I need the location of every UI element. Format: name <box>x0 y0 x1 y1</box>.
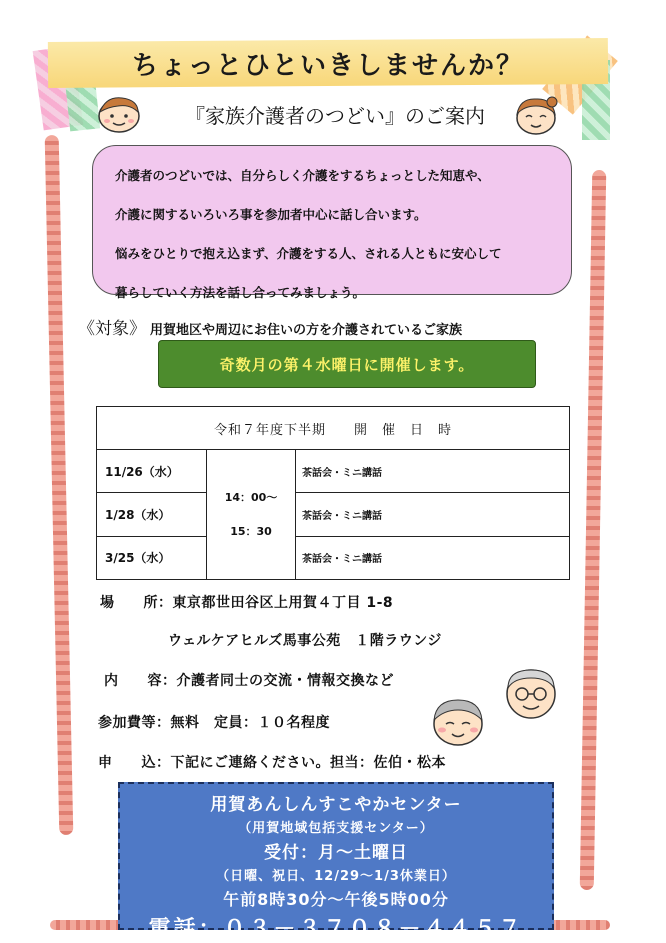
fee-label: 参加費等： <box>98 715 171 731</box>
target-text: 用賀地区や周辺にお住いの方を介護されているご家族 <box>150 323 463 338</box>
apply-row <box>98 752 446 772</box>
table-row <box>97 493 570 536</box>
phone-number: 電話：０３－３７０８－４４５７ <box>148 917 524 942</box>
schedule-date: 3/25（水） <box>97 536 207 579</box>
place-building: ウェルケアヒルズ馬事公苑 １階ラウンジ <box>168 633 442 649</box>
holidays-note: （日曜、祝日、12/29～1/3休業日） <box>216 869 456 884</box>
subtitle: 『家族介護者のつどい』のご案内 <box>185 104 485 128</box>
contact-box <box>118 782 554 942</box>
intro-line-2: 介護に関するいろいろ事を参加者中心に話し合います。 <box>115 207 427 222</box>
schedule-note: 茶話会・ミニ講話 <box>296 536 570 579</box>
schedule-table <box>96 406 570 580</box>
intro-line-4: 暮らしていく方法を話し合ってみましょう。 <box>115 285 366 300</box>
content-value: 介護者同士の交流・情報交換など <box>176 673 394 689</box>
page-title: ちょっとひといきしませんか？ <box>131 51 524 81</box>
elderly-woman-face-icon <box>426 694 490 748</box>
target-section <box>78 314 578 339</box>
center-name: 用賀あんしんすこやかセンター <box>210 795 462 815</box>
intro-line-1: 介護者のつどいでは、自分らしく介護をするちょっとした知恵や、 <box>115 168 490 183</box>
fee-value: 無料 定員：１０名程度 <box>170 715 330 731</box>
place-row <box>100 592 393 612</box>
content-row <box>104 670 394 690</box>
schedule-note: 茶話会・ミニ講話 <box>296 493 570 536</box>
reception-days: 受付：月～土曜日 <box>264 843 408 863</box>
target-label: 《対象》 <box>78 319 146 339</box>
schedule-time <box>207 450 296 580</box>
content-label: 内 容： <box>104 673 177 689</box>
frame-left-border <box>45 135 74 835</box>
woman-face-icon <box>512 94 560 136</box>
schedule-banner: 奇数月の第４水曜日に開催します。 <box>158 340 536 388</box>
fee-row <box>98 712 330 732</box>
intro-line-3: 悩みをひとりで抱え込まず、介護をする人、される人ともに安心して <box>115 246 502 261</box>
schedule-date: 11/26（水） <box>97 450 207 493</box>
time-end: 15：30 <box>230 524 272 538</box>
table-row <box>97 536 570 579</box>
intro-box <box>92 145 572 300</box>
elderly-man-face-icon <box>500 660 562 722</box>
center-subname: （用賀地域包括支援センター） <box>238 821 434 836</box>
schedule-header: 令和７年度下半期 開 催 日 時 <box>97 407 570 450</box>
frame-right-border <box>580 170 607 890</box>
place-value: 東京都世田谷区上用賀４丁目 1-8 <box>172 595 394 611</box>
table-row <box>97 450 570 493</box>
place-label: 場 所： <box>100 595 173 611</box>
apply-value: 下記にご連絡ください。担当：佐伯・松本 <box>170 755 446 771</box>
time-start: 14：00～ <box>224 490 278 504</box>
apply-label: 申 込： <box>98 755 171 771</box>
schedule-date: 1/28（水） <box>97 493 207 536</box>
girl-face-icon <box>96 94 142 134</box>
schedule-note: 茶話会・ミニ講話 <box>296 450 570 493</box>
office-hours: 午前8時30分～午後5時00分 <box>223 890 449 909</box>
